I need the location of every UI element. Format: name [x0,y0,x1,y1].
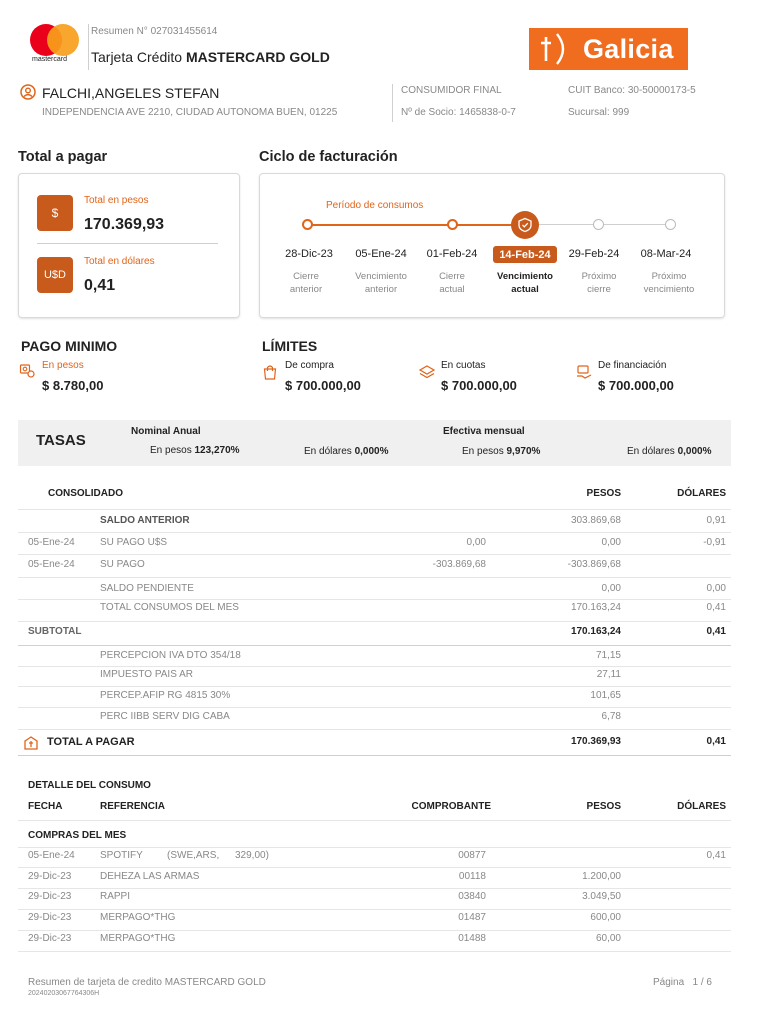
galicia-logo-text: Galicia [583,33,674,64]
card-title-prefix: Tarjeta Crédito [91,49,183,65]
limites-title: LÍMITES [262,338,318,354]
periodo-label: Período de consumos [326,200,424,211]
galicia-cross-icon [529,28,573,70]
timeline-date: 05-Ene-24 [355,248,407,260]
tasas-bar [18,420,731,466]
total-pesos-label: Total en pesos [84,195,149,206]
galicia-logo [529,28,688,70]
resumen-number: Resumen N° 027031455614 [91,26,218,37]
detalle-title: DETALLE DEL CONSUMO [28,780,151,791]
timeline-date-current: 14-Feb-24 [493,246,557,263]
info-divider [392,84,393,122]
sucursal: Sucursal: 999 [568,107,630,118]
limite-compra-value: $ 700.000,00 [285,378,361,393]
timeline-caption: Cierre actual [439,271,465,295]
timeline-date: 28-Dic-23 [285,248,333,260]
timeline-dot-cierre-anterior [302,219,313,230]
total-pagar-title: Total a pagar [18,149,108,165]
limite-financiacion-value: $ 700.000,00 [598,378,674,393]
limite-cuotas-label: En cuotas [441,360,486,371]
money-icon [19,362,35,383]
total-dolares-value: 0,41 [84,277,116,294]
efectiva-mensual-title: Efectiva mensual [443,426,525,437]
footer-text: Resumen de tarjeta de credito MASTERCARD GOLD [28,977,266,988]
timeline-dot-proximo-cierre [593,219,604,230]
page-number: Página 1 / 6 [653,977,712,988]
pago-minimo-value: $ 8.780,00 [42,378,104,393]
timeline-caption: Cierre anterior [289,271,323,295]
card-title-name: MASTERCARD GOLD [185,49,330,65]
timeline-current-line [453,224,517,226]
timeline-period-line [308,224,453,226]
timeline-current-icon [511,211,539,239]
user-icon [20,84,36,100]
header-divider [88,24,89,70]
financing-icon [576,364,592,385]
socio-number: Nº de Socio: 1465838-0-7 [401,107,516,118]
timeline-caption: Próximo vencimiento [643,271,695,295]
consumidor-final: CONSUMIDOR FINAL [401,85,502,96]
timeline-future-line [539,224,670,225]
pago-minimo-label: En pesos [42,360,84,371]
tasa-efectiva-dolares: En dólares 0,000% [627,446,712,457]
nominal-anual-title: Nominal Anual [131,426,201,437]
pago-minimo-title: PAGO MINIMO [21,338,118,354]
holder-name: FALCHI,ANGELES STEFAN [42,85,220,101]
limite-financiacion-label: De financiación [598,360,667,371]
timeline-caption: Próximo cierre [581,271,617,295]
pesos-badge: $ [37,195,73,231]
holder-address: INDEPENDENCIA AVE 2210, CIUDAD AUTONOMA BUEN, 01225 [42,107,338,118]
ciclo-title: Ciclo de facturación [259,149,398,165]
timeline-date: 29-Feb-24 [568,248,620,260]
total-dolares-label: Total en dólares [84,256,155,267]
timeline-dot-proximo-vencimiento [665,219,676,230]
timeline-date: 01-Feb-24 [426,248,478,260]
footer-code: 20240203067764306H [28,990,100,997]
limite-cuotas-value: $ 700.000,00 [441,378,517,393]
card-title [91,49,330,65]
mastercard-logo-text: mastercard [32,56,68,63]
timeline-caption-current: Vencimiento actual [497,271,553,295]
ciclo-box [259,173,725,318]
tasa-nominal-dolares: En dólares 0,000% [304,446,389,457]
cuit-banco: CUIT Banco: 30-50000173-5 [568,85,696,96]
timeline-dot-cierre-actual [447,219,458,230]
timeline-caption: Vencimiento anterior [355,271,407,295]
tasa-nominal-pesos: En pesos 123,270% [150,445,240,456]
total-pesos-value: 170.369,93 [84,216,165,233]
timeline-date: 08-Mar-24 [640,248,692,260]
dolares-badge: U$D [37,257,73,293]
shopping-bag-icon [262,364,278,385]
total-divider [37,243,218,244]
tasa-efectiva-pesos: En pesos 9,970% [462,446,541,457]
total-pagar-icon [23,735,39,756]
mastercard-logo [30,24,80,64]
tasas-title: TASAS [36,432,86,449]
layers-icon [419,364,435,385]
limite-compra-label: De compra [285,360,334,371]
